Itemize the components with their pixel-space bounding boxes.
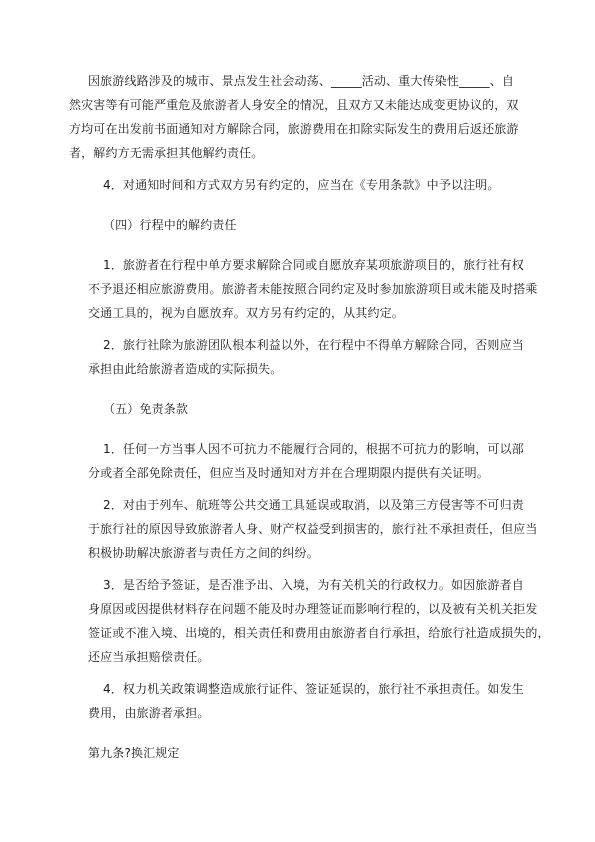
text-line: 方均可在出发前书面通知对方解除合同，旅游费用在扣除实际发生的费用后返还旅游: [69, 122, 519, 136]
text-line: 1．旅游者在行程中单方要求解除合同或自愿放弃某项旅游项目的，旅行社有权: [103, 258, 524, 272]
text-line: 交通工具的，视为自愿放弃。双方另有约定的，从其约定。: [88, 306, 404, 320]
text-line: 2．对由于列车、航班等公共交通工具延误或取消，以及第三方侵害等不可归责: [103, 498, 524, 512]
text-line: 者，解约方无需承担其他解约责任。: [69, 146, 264, 160]
text-line: 身原因或因提供材料存在问题不能及时办理签证而影响行程的，以及被有关机关拒发: [88, 602, 538, 616]
text-line: 4．权力机关政策调整造成旅行证件、签证延误的，旅行社不承担责任。如发生: [103, 682, 524, 696]
text-line: 因旅游线路涉及的城市、景点发生社会动荡、_____活动、重大传染性_____、自: [88, 74, 515, 88]
section-heading: （五）免责条款: [103, 402, 189, 416]
text-line: 分或者全部免除责任，但应当及时通知对方并在合理期限内提供有关证明。: [88, 466, 489, 480]
section-heading: （四）行程中的解约责任: [103, 218, 237, 232]
text-line: 承担由此给旅游者造成的实际损失。: [88, 362, 283, 376]
text-line: 还应当承担赔偿责任。: [88, 650, 210, 664]
text-line: 于旅行社的原因导致旅游者人身、财产权益受到损害的，旅行社不承担责任，但应当: [88, 522, 538, 536]
text-line: 1．任何一方当事人因不可抗力不能履行合同的，根据不可抗力的影响，可以部: [103, 442, 524, 456]
text-line: 费用，由旅游者承担。: [88, 706, 210, 720]
text-line: 不予退还相应旅游费用。旅游者未能按照合同约定及时参加旅游项目或未能及时搭乘: [88, 282, 538, 296]
article-heading: 第九条?换汇规定: [88, 746, 180, 760]
text-line: 积极协助解决旅游者与责任方之间的纠纷。: [88, 546, 319, 560]
text-line: 3．是否给予签证，是否准予出、入境，为有关机关的行政权力。如因旅游者自: [103, 578, 524, 592]
text-line: 4．对通知时间和方式双方另有约定的，应当在《专用条款》中予以注明。: [103, 178, 500, 192]
text-line: 2．旅行社除为旅游团队根本利益以外，在行程中不得单方解除合同，否则应当: [103, 338, 524, 352]
text-line: 然灾害等有可能严重危及旅游者人身安全的情况，且双方又未能达成变更协议的，双: [69, 98, 519, 112]
text-line: 签证或不准入境、出境的，相关责任和费用由旅游者自行承担，给旅行社造成损失的，: [88, 626, 550, 640]
